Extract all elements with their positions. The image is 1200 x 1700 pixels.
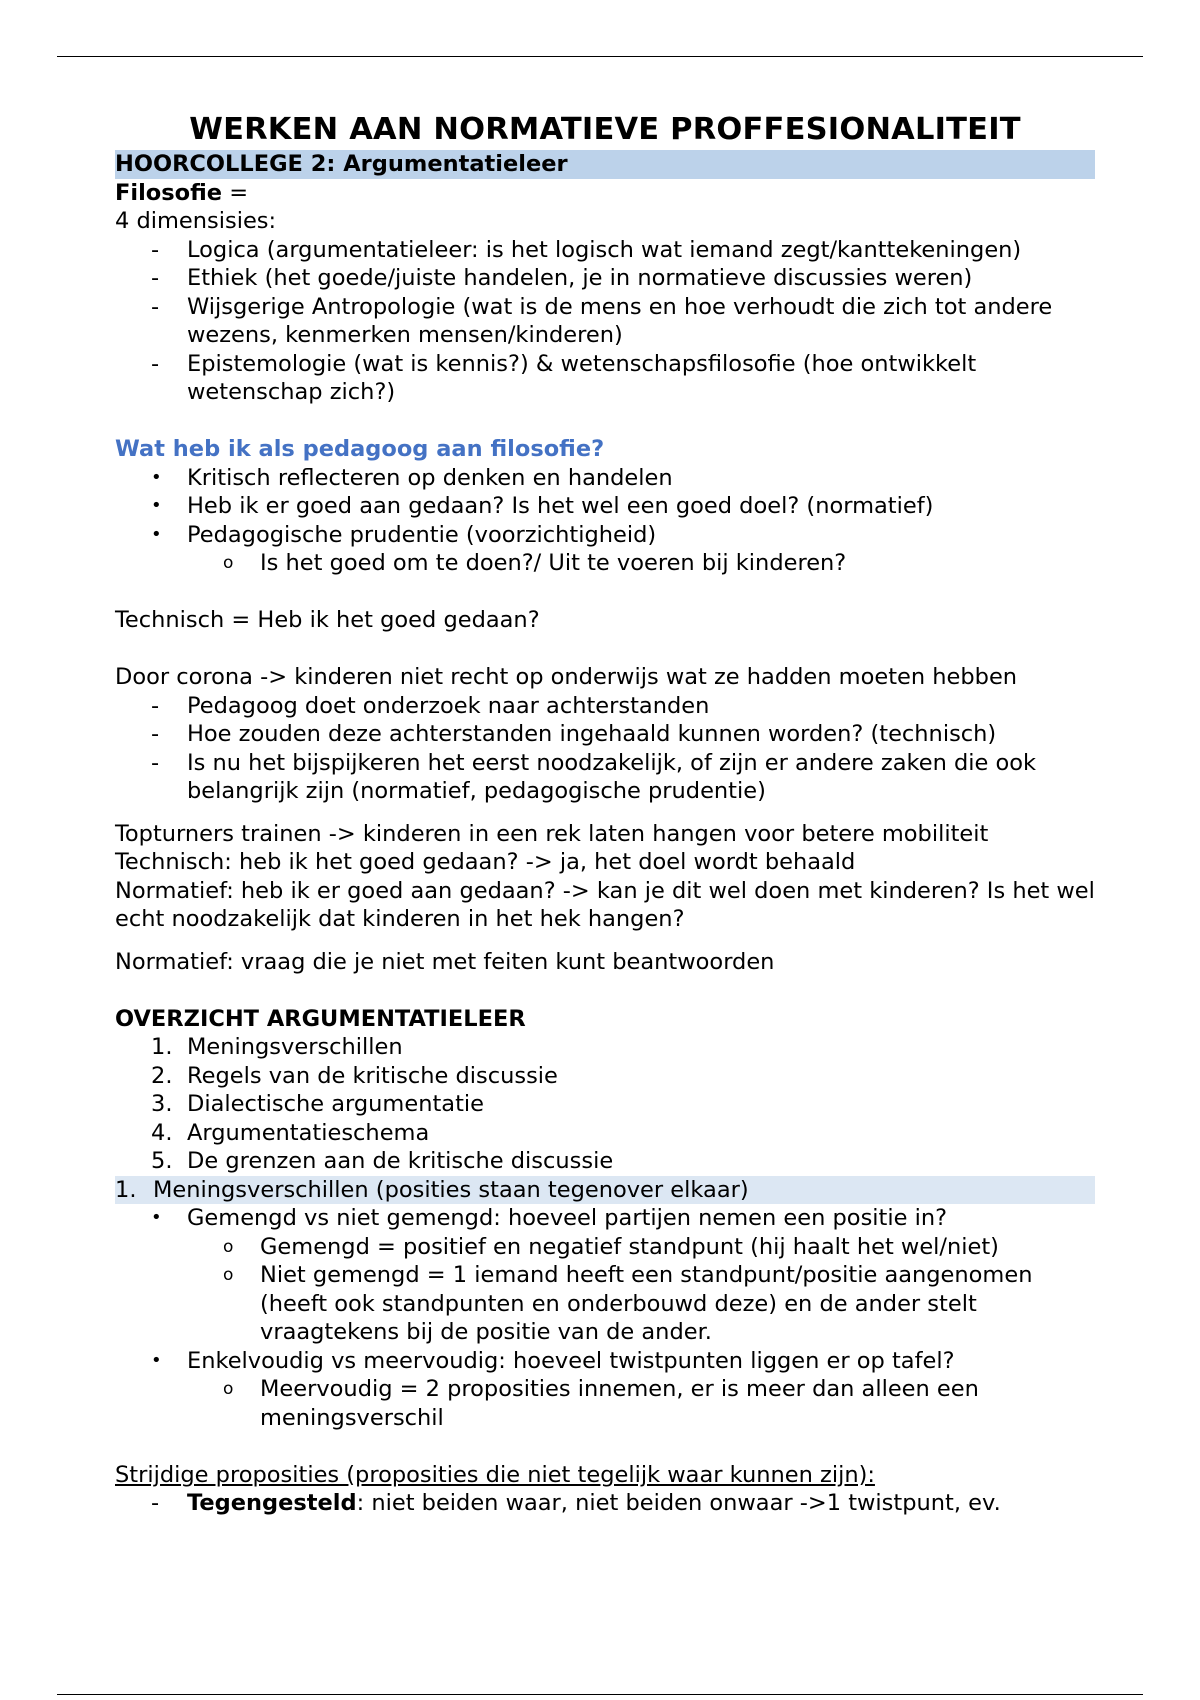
pedagoog-sublist bbox=[115, 549, 1095, 578]
list-item: o Meervoudig = 2 proposities innemen, er is meer dan alleen een meningsverschil bbox=[223, 1376, 979, 1431]
turn-line: Technisch: heb ik het goed gedaan? -> ja, het doel wordt behaald bbox=[115, 849, 856, 875]
overzicht-heading: OVERZICHT ARGUMENTATIELEER bbox=[115, 1005, 526, 1032]
meningsverschillen-heading: 1. Meningsverschillen (posities staan tegenover elkaar) bbox=[115, 1176, 1095, 1205]
document-body bbox=[115, 110, 1095, 1518]
list-item: • Pedagogische prudentie (voorzichtigheid) bbox=[151, 521, 657, 548]
enkel-sublist bbox=[115, 1375, 1095, 1432]
list-item: - Hoe zouden deze achterstanden ingehaald kunnen worden? (technisch) bbox=[151, 721, 997, 747]
enkel-list bbox=[115, 1347, 1095, 1376]
corona-list bbox=[115, 692, 1095, 806]
list-item: 1. Meningsverschillen bbox=[151, 1034, 403, 1060]
list-item: o Is het goed om te doen?/ Uit te voeren bij kinderen? bbox=[223, 550, 847, 576]
list-item: o Niet gemengd = 1 iemand heeft een standpunt/positie aangenomen (heeft ook standpunten en onderbouwd deze) en de ander stelt vraagtekens bij de positie van de ander. bbox=[223, 1262, 1033, 1345]
list-item: 5. De grenzen aan de kritische discussie bbox=[151, 1148, 614, 1174]
dimensies-list bbox=[115, 236, 1095, 407]
list-item: 4. Argumentatieschema bbox=[151, 1119, 430, 1146]
filosofie-line: Filosofie = bbox=[115, 179, 249, 206]
dimensies-intro: 4 dimensisies: bbox=[115, 208, 277, 234]
gemengd-sublist bbox=[115, 1233, 1095, 1347]
turn-line: Normatief: heb ik er goed aan gedaan? -> kan je dit wel doen met kinderen? Is het wel echt noodzakelijk dat kinderen in het hek hangen? bbox=[115, 877, 1095, 932]
list-item: - Wijsgerige Antropologie (wat is de mens en hoe verhoudt die zich tot andere wezens, kenmerken mensen/kinderen) bbox=[151, 293, 1053, 348]
turn-line: Topturners trainen -> kinderen in een rek laten hangen voor betere mobiliteit bbox=[115, 820, 989, 847]
list-item: • Gemengd vs niet gemengd: hoeveel partijen nemen een positie in? bbox=[151, 1205, 948, 1231]
list-item: • Kritisch reflecteren op denken en handelen bbox=[151, 464, 673, 491]
gemengd-list bbox=[115, 1204, 1095, 1233]
list-item: • Heb ik er goed aan gedaan? Is het wel een goed doel? (normatief) bbox=[151, 493, 934, 519]
strijdig-list bbox=[115, 1489, 1095, 1518]
list-item: 2. Regels van de kritische discussie bbox=[151, 1062, 558, 1089]
corona-line: Door corona -> kinderen niet recht op onderwijs wat ze hadden moeten hebben bbox=[115, 664, 1018, 690]
list-item: - Is nu het bijspijkeren het eerst noodzakelijk, of zijn er andere zaken die ook belangrijk zijn (normatief, pedagogische prudentie) bbox=[151, 749, 1037, 804]
list-item: - Ethiek (het goede/juiste handelen, je in normatieve discussies weren) bbox=[151, 265, 973, 291]
list-item: • Enkelvoudig vs meervoudig: hoeveel twistpunten liggen er op tafel? bbox=[151, 1347, 955, 1374]
header-rule bbox=[57, 56, 1143, 57]
list-item: - Epistemologie (wat is kennis?) & wetenschapsfilosofie (hoe ontwikkelt wetenschap zich?) bbox=[151, 350, 977, 405]
section-heading: HOORCOLLEGE 2: Argumentatieleer bbox=[115, 150, 1095, 179]
list-item: o Gemengd = positief en negatief standpunt (hij haalt het wel/niet) bbox=[223, 1233, 999, 1260]
pedagoog-list bbox=[115, 464, 1095, 550]
pedagoog-heading: Wat heb ik als pedagoog aan filosofie? bbox=[115, 436, 605, 462]
overzicht-list bbox=[115, 1033, 1095, 1176]
list-item: - Logica (argumentatieleer: is het logisch wat iemand zegt/kanttekeningen) bbox=[151, 236, 1022, 263]
technisch-line: Technisch = Heb ik het goed gedaan? bbox=[115, 607, 540, 633]
list-item: - Tegengesteld: niet beiden waar, niet beiden onwaar ->1 twistpunt, ev. bbox=[151, 1490, 1001, 1516]
document-title: WERKEN AAN NORMATIEVE PROFFESIONALITEIT bbox=[189, 112, 1021, 147]
list-item: 3. Dialectische argumentatie bbox=[151, 1091, 484, 1117]
strijdig-heading: Strijdige proposities (proposities die niet tegelijk waar kunnen zijn): bbox=[115, 1461, 875, 1488]
footer-rule bbox=[57, 1694, 1143, 1695]
list-item: - Pedagoog doet onderzoek naar achterstanden bbox=[151, 692, 710, 719]
normatief-line: Normatief: vraag die je niet met feiten kunt beantwoorden bbox=[115, 948, 775, 975]
